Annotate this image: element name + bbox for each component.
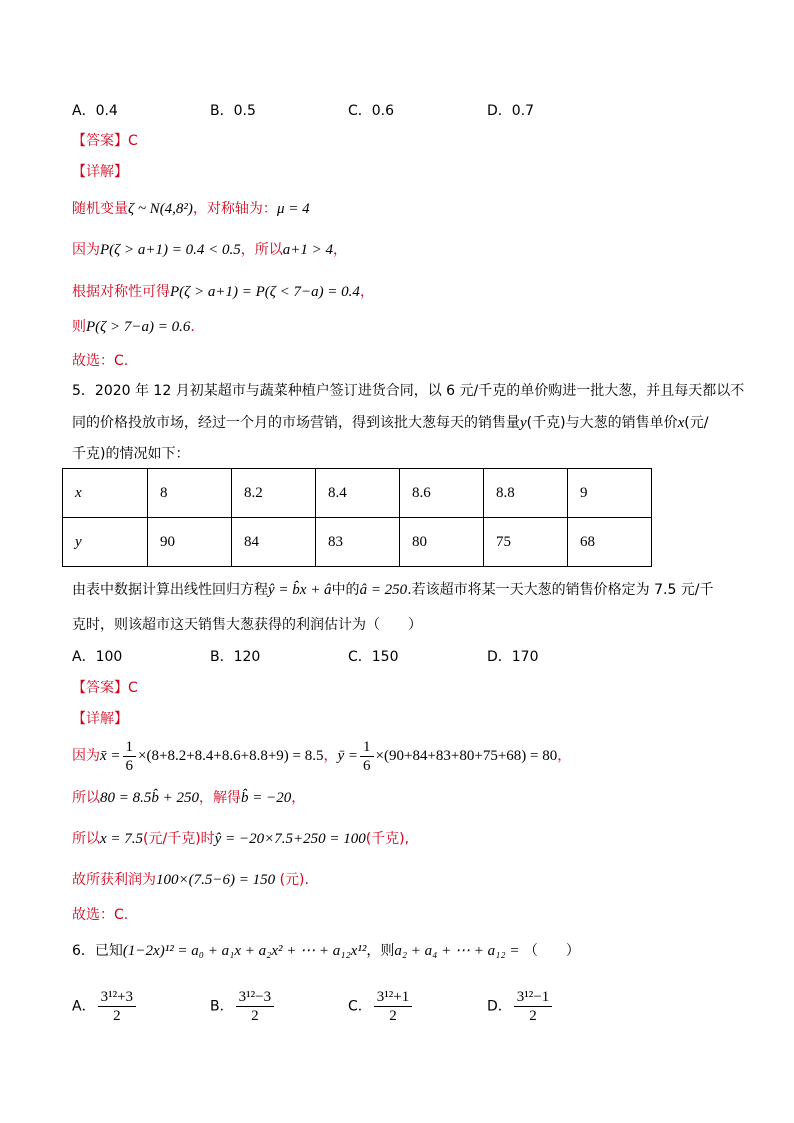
numerator: 1 xyxy=(123,738,137,757)
numerator: 3¹²−1 xyxy=(514,988,552,1007)
math: ȳ = xyxy=(337,748,359,764)
denominator: 2 xyxy=(389,1008,397,1024)
q5-after-line-1 xyxy=(72,580,714,600)
math: P(ζ > a+1) = 0.4 < 0.5 xyxy=(100,242,241,258)
text: ， xyxy=(332,242,347,258)
fraction xyxy=(374,988,412,1025)
denominator: 2 xyxy=(113,1008,121,1024)
q5-detail-label: 【详解】 xyxy=(72,711,128,727)
text: 中的 xyxy=(331,582,360,598)
option-label: B． xyxy=(210,998,234,1015)
text: 故所获利润为 xyxy=(72,872,156,888)
q5-stem-line-1: 5．2020 年 12 月初某超市与蔬菜种植户签订进货合同，以 6 元/千克的单价购进一批大葱，并且每天都以不 xyxy=(72,383,745,399)
text: ，则 xyxy=(366,943,395,959)
text: ， xyxy=(291,790,306,806)
text: ， xyxy=(323,748,338,764)
text: ，解得 xyxy=(199,790,241,806)
table-cell: 8.8 xyxy=(484,469,568,518)
q5-option-b: B．120 xyxy=(210,649,261,665)
text: 根据对称性可得 xyxy=(72,284,170,300)
q5-solution-line-2 xyxy=(72,788,305,808)
q5-after-line-2: 克时，则该超市这天销售大葱获得的利润估计为（ ） xyxy=(72,617,422,633)
q5-option-d: D．170 xyxy=(487,649,539,665)
q4-solution-line-1 xyxy=(72,199,310,219)
table-row xyxy=(63,469,652,518)
q4-option-b: B．0.5 xyxy=(210,103,256,119)
text: (元/ xyxy=(684,415,709,431)
math: x xyxy=(677,415,685,431)
math: y xyxy=(520,415,527,431)
fraction xyxy=(123,738,137,775)
q5-option-c: C．150 xyxy=(348,649,399,665)
table-cell: 8.2 xyxy=(232,469,316,518)
text: 时 xyxy=(200,831,215,847)
q6-option-c xyxy=(348,988,414,1025)
q5-data-table xyxy=(62,468,652,567)
q4-option-a: A．0.4 xyxy=(72,103,118,119)
q5-solution-line-3 xyxy=(72,829,409,849)
text: , xyxy=(404,831,410,847)
table-cell: y xyxy=(63,518,148,567)
text: 由表中数据计算出线性回归方程 xyxy=(72,582,268,598)
math: P(ζ > 7−a) = 0.6 xyxy=(86,319,191,335)
numerator: 3¹²+3 xyxy=(98,988,136,1007)
option-label: C． xyxy=(348,998,372,1015)
text: ，所以 xyxy=(240,242,283,258)
q6-option-b xyxy=(210,988,276,1025)
numerator: 3¹²−3 xyxy=(236,988,274,1007)
text: 随机变量 xyxy=(72,201,128,217)
table-cell: 90 xyxy=(148,518,232,567)
q6-stem xyxy=(72,941,580,961)
denominator: 6 xyxy=(363,757,371,774)
q4-option-c: C．0.6 xyxy=(348,103,395,119)
q4-solution-line-3 xyxy=(72,282,374,302)
math: a₂ + a₄ + ⋯ + a₁₂ = xyxy=(394,943,520,959)
math: P(ζ > a+1) = P(ζ < 7−a) = 0.4 xyxy=(170,284,360,300)
text: (千克) xyxy=(365,831,405,847)
table-cell: 8 xyxy=(148,469,232,518)
q5-stem-line-3: 千克)的情况如下： xyxy=(72,446,190,462)
math: 100×(7.5−6) = 150 xyxy=(156,872,276,888)
option-label: A． xyxy=(72,998,96,1015)
q5-solution-line-4 xyxy=(72,870,309,890)
q6-option-d xyxy=(487,988,554,1025)
q5-conclusion: 故选：C. xyxy=(72,907,129,923)
text: (元/千克) xyxy=(143,831,201,847)
denominator: 2 xyxy=(529,1008,537,1024)
table-row xyxy=(63,518,652,567)
text: 因为 xyxy=(72,242,100,258)
math: x̄ = xyxy=(100,748,121,764)
math: ×(90+84+83+80+75+68) = 80 xyxy=(375,748,558,764)
table-cell: 75 xyxy=(484,518,568,567)
table-cell: 84 xyxy=(232,518,316,567)
q4-solution-line-2 xyxy=(72,240,347,260)
text: .若该超市将某一天大葱的销售价格定为 7.5 元/千 xyxy=(407,582,714,598)
math: (1−2x)¹² = a₀ + a₁x + a₂x² + ⋯ + a₁₂x¹² xyxy=(122,943,367,959)
math: a+1 > 4 xyxy=(282,242,333,258)
text: (元). xyxy=(279,872,309,888)
denominator: 6 xyxy=(125,757,134,774)
table-cell: 68 xyxy=(568,518,652,567)
math: x = 7.5 xyxy=(100,831,144,847)
text: 则 xyxy=(72,319,86,335)
math: â = 250 xyxy=(359,582,408,598)
numerator: 1 xyxy=(360,738,374,757)
q5-solution-line-1 xyxy=(72,736,571,776)
table-cell: x xyxy=(63,469,148,518)
fraction xyxy=(236,988,274,1025)
table-cell: 83 xyxy=(316,518,400,567)
text: 所以 xyxy=(72,790,100,806)
q5-option-a: A．100 xyxy=(72,649,123,665)
q4-detail-label: 【详解】 xyxy=(72,164,128,180)
text: ，对称轴为： xyxy=(192,201,277,217)
text: 同的价格投放市场，经过一个月的市场营销，得到该批大葱每天的销售量 xyxy=(72,415,520,431)
q5-answer: 【答案】C xyxy=(72,680,138,696)
text: . xyxy=(190,319,195,335)
math: 80 = 8.5b̂ + 250 xyxy=(100,790,199,806)
math: ŷ = b̂x + â xyxy=(268,582,332,598)
q5-stem-line-2 xyxy=(72,413,708,433)
q4-answer: 【答案】C xyxy=(72,133,138,149)
text: ， xyxy=(557,748,572,764)
denominator: 2 xyxy=(251,1008,259,1024)
text: (千克)与大葱的销售单价 xyxy=(526,415,678,431)
fraction xyxy=(98,988,136,1025)
text: ， xyxy=(359,284,374,300)
table-cell: 80 xyxy=(400,518,484,567)
text: 所以 xyxy=(72,831,100,847)
fraction xyxy=(514,988,552,1025)
math: ŷ = −20×7.5+250 = 100 xyxy=(214,831,366,847)
q4-option-d: D．0.7 xyxy=(487,103,535,119)
q4-conclusion: 故选：C. xyxy=(72,353,129,369)
math: b̂ = −20 xyxy=(241,790,292,806)
text: 因为 xyxy=(72,748,100,764)
text: （ ） xyxy=(523,943,580,959)
table-cell: 9 xyxy=(568,469,652,518)
table-cell: 8.6 xyxy=(400,469,484,518)
math: ×(8+8.2+8.4+8.6+8.8+9) = 8.5 xyxy=(138,748,324,764)
option-label: D． xyxy=(487,998,512,1015)
table-cell: 8.4 xyxy=(316,469,400,518)
text: 6．已知 xyxy=(72,943,123,959)
math: ζ ~ N(4,8²) xyxy=(128,201,193,217)
q4-solution-line-4 xyxy=(72,317,195,337)
fraction xyxy=(360,738,374,775)
math: μ = 4 xyxy=(276,201,310,217)
numerator: 3¹²+1 xyxy=(374,988,412,1007)
q6-option-a xyxy=(72,988,138,1025)
